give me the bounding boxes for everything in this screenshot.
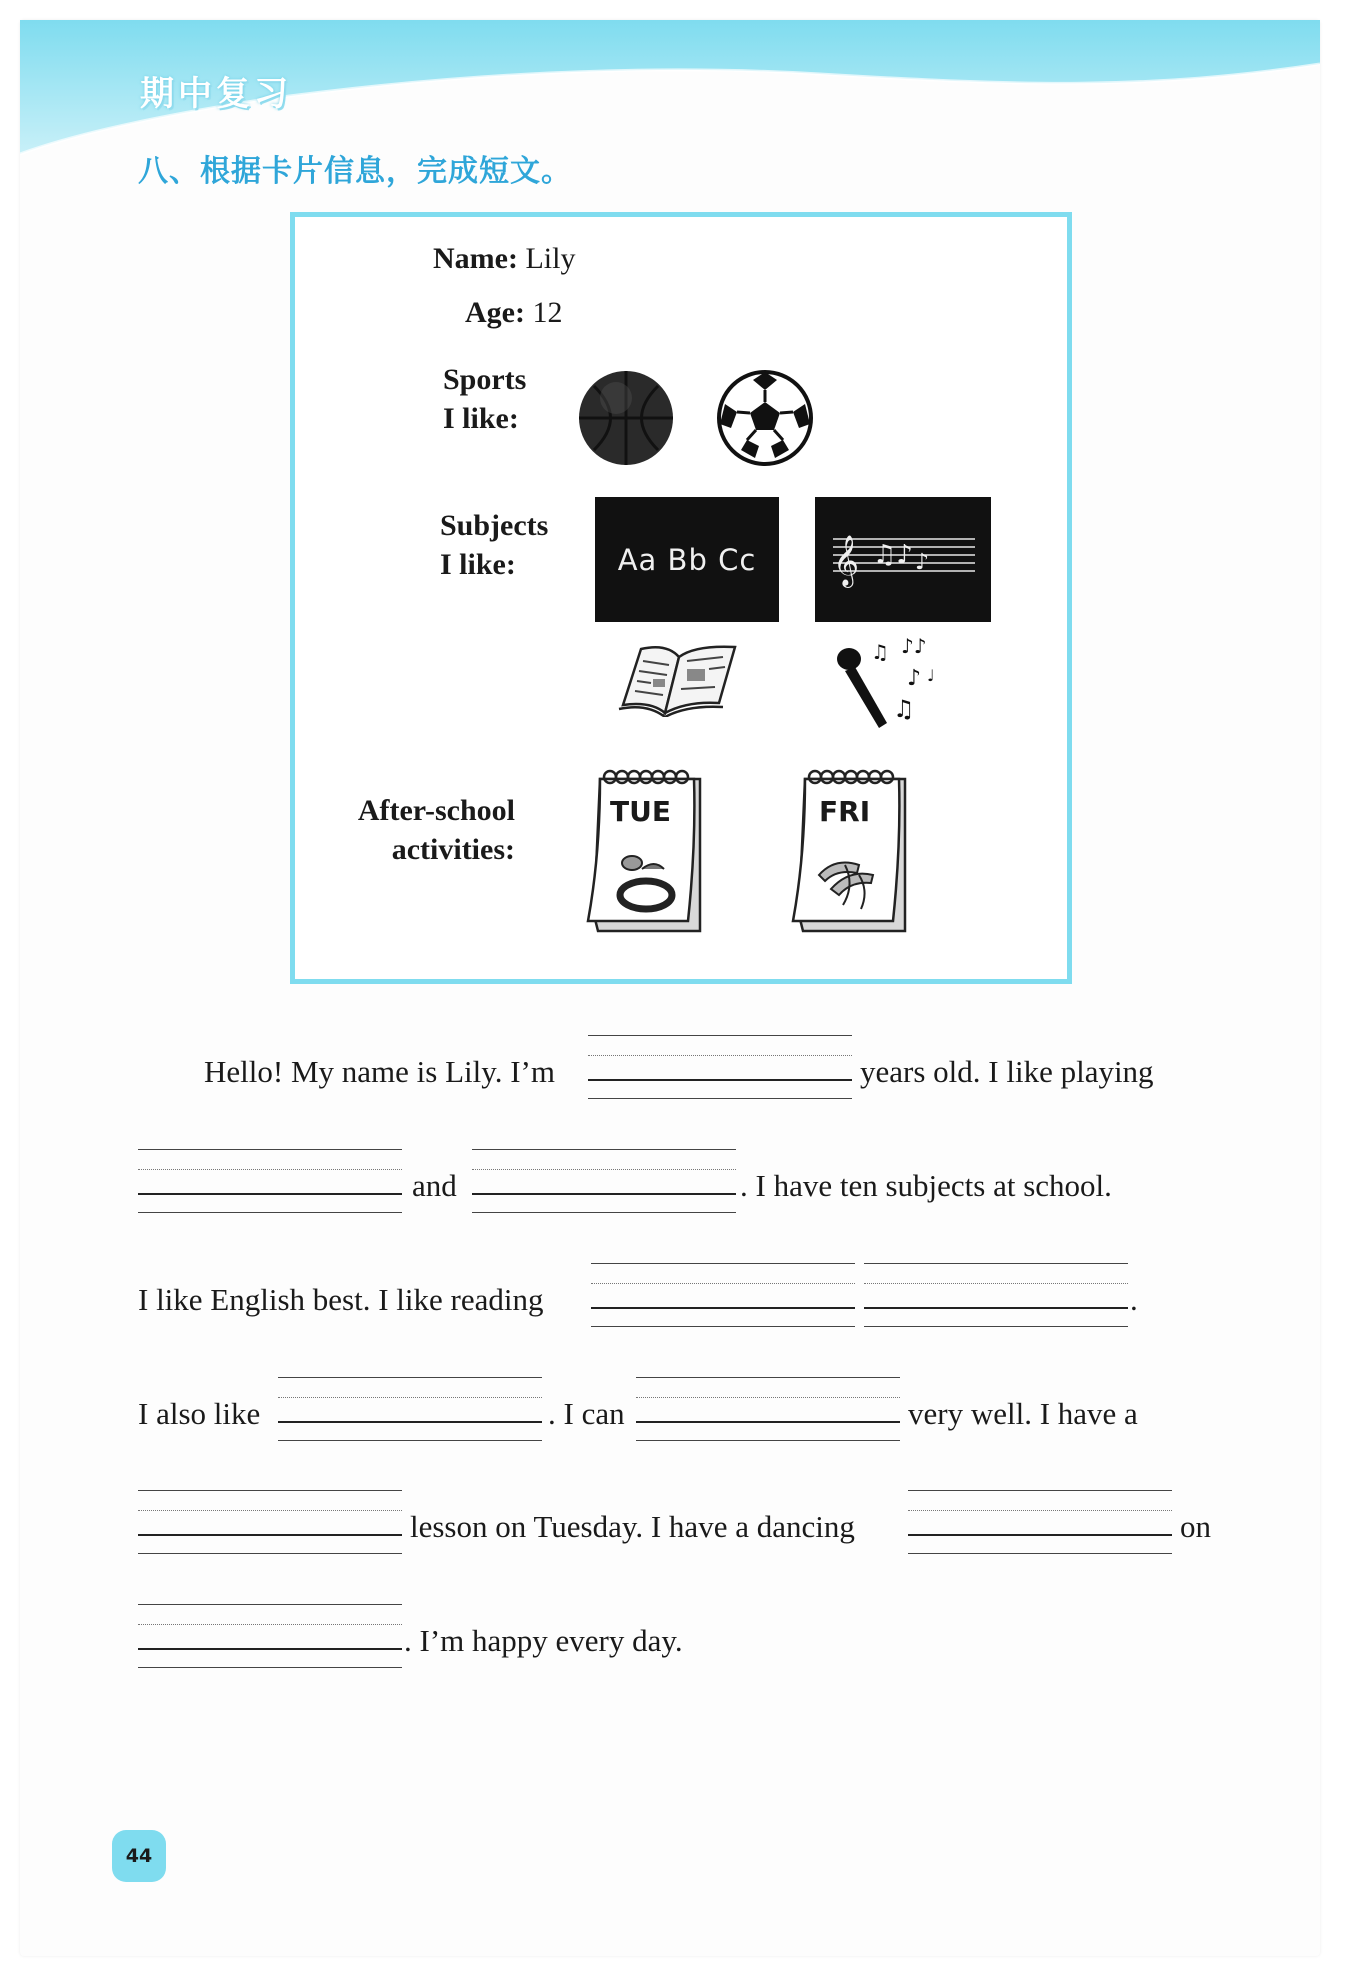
svg-text:♪♪: ♪♪ <box>901 634 927 658</box>
passage-text-5: I like English best. I like reading <box>138 1282 544 1317</box>
calendar-2-day: FRI <box>819 795 871 828</box>
name-value: Lily <box>525 242 576 275</box>
passage-text-12: . I’m happy every day. <box>404 1623 683 1658</box>
svg-text:♫♪: ♫♪ <box>873 540 913 570</box>
sports-label-line1: Sports <box>443 363 527 396</box>
section-title: 期中复习 <box>140 74 292 114</box>
svg-text:𝄞: 𝄞 <box>833 535 860 586</box>
page-number: 44 <box>112 1830 166 1882</box>
passage-text-9: very well. I have a <box>908 1396 1138 1431</box>
svg-text:♩: ♩ <box>927 666 935 685</box>
svg-text:♪: ♪ <box>907 666 922 691</box>
activities-label-line1: After-school <box>357 794 515 827</box>
blank-2-sport[interactable] <box>138 1149 402 1213</box>
blank-8-activity[interactable] <box>138 1490 402 1554</box>
passage-text-7: I also like <box>138 1396 261 1431</box>
name-label: Name: <box>433 242 518 275</box>
passage-text-11: on <box>1180 1509 1211 1544</box>
blank-4-reading[interactable] <box>591 1263 855 1327</box>
svg-text:♫: ♫ <box>893 695 915 723</box>
blank-3-sport[interactable] <box>472 1149 736 1213</box>
svg-text:♫: ♫ <box>871 640 889 664</box>
passage-text-2: years old. I like playing <box>860 1054 1154 1089</box>
passage-text-4: . I have ten subjects at school. <box>740 1168 1112 1203</box>
passage-text-8: . I can <box>548 1396 625 1431</box>
passage-text-6: . <box>1130 1282 1138 1317</box>
blank-10-day[interactable] <box>138 1604 402 1668</box>
blank-1-age[interactable] <box>588 1035 852 1099</box>
blank-9-lesson[interactable] <box>908 1490 1172 1554</box>
blank-5-reading[interactable] <box>864 1263 1128 1327</box>
svg-text:♪: ♪ <box>915 550 930 575</box>
exercise-instruction: 八、根据卡片信息，完成短文。 <box>138 154 572 189</box>
activities-label-line2: activities: <box>391 833 515 866</box>
passage-text-1: Hello! My name is Lily. I’m <box>204 1054 555 1089</box>
blank-7-ability[interactable] <box>636 1377 900 1441</box>
sports-label-line2: I like: <box>443 402 519 435</box>
age-value: 12 <box>532 296 563 329</box>
passage-text-10: lesson on Tuesday. I have a dancing <box>410 1509 855 1544</box>
subjects-label-line1: Subjects <box>440 509 549 542</box>
blank-6-subject[interactable] <box>278 1377 542 1441</box>
subjects-label-line2: I like: <box>440 548 516 581</box>
age-label: Age: <box>465 296 525 329</box>
passage-text-3: and <box>412 1168 457 1203</box>
english-board-text: Aa Bb Cc <box>617 542 757 577</box>
calendar-1-day: TUE <box>610 795 671 828</box>
